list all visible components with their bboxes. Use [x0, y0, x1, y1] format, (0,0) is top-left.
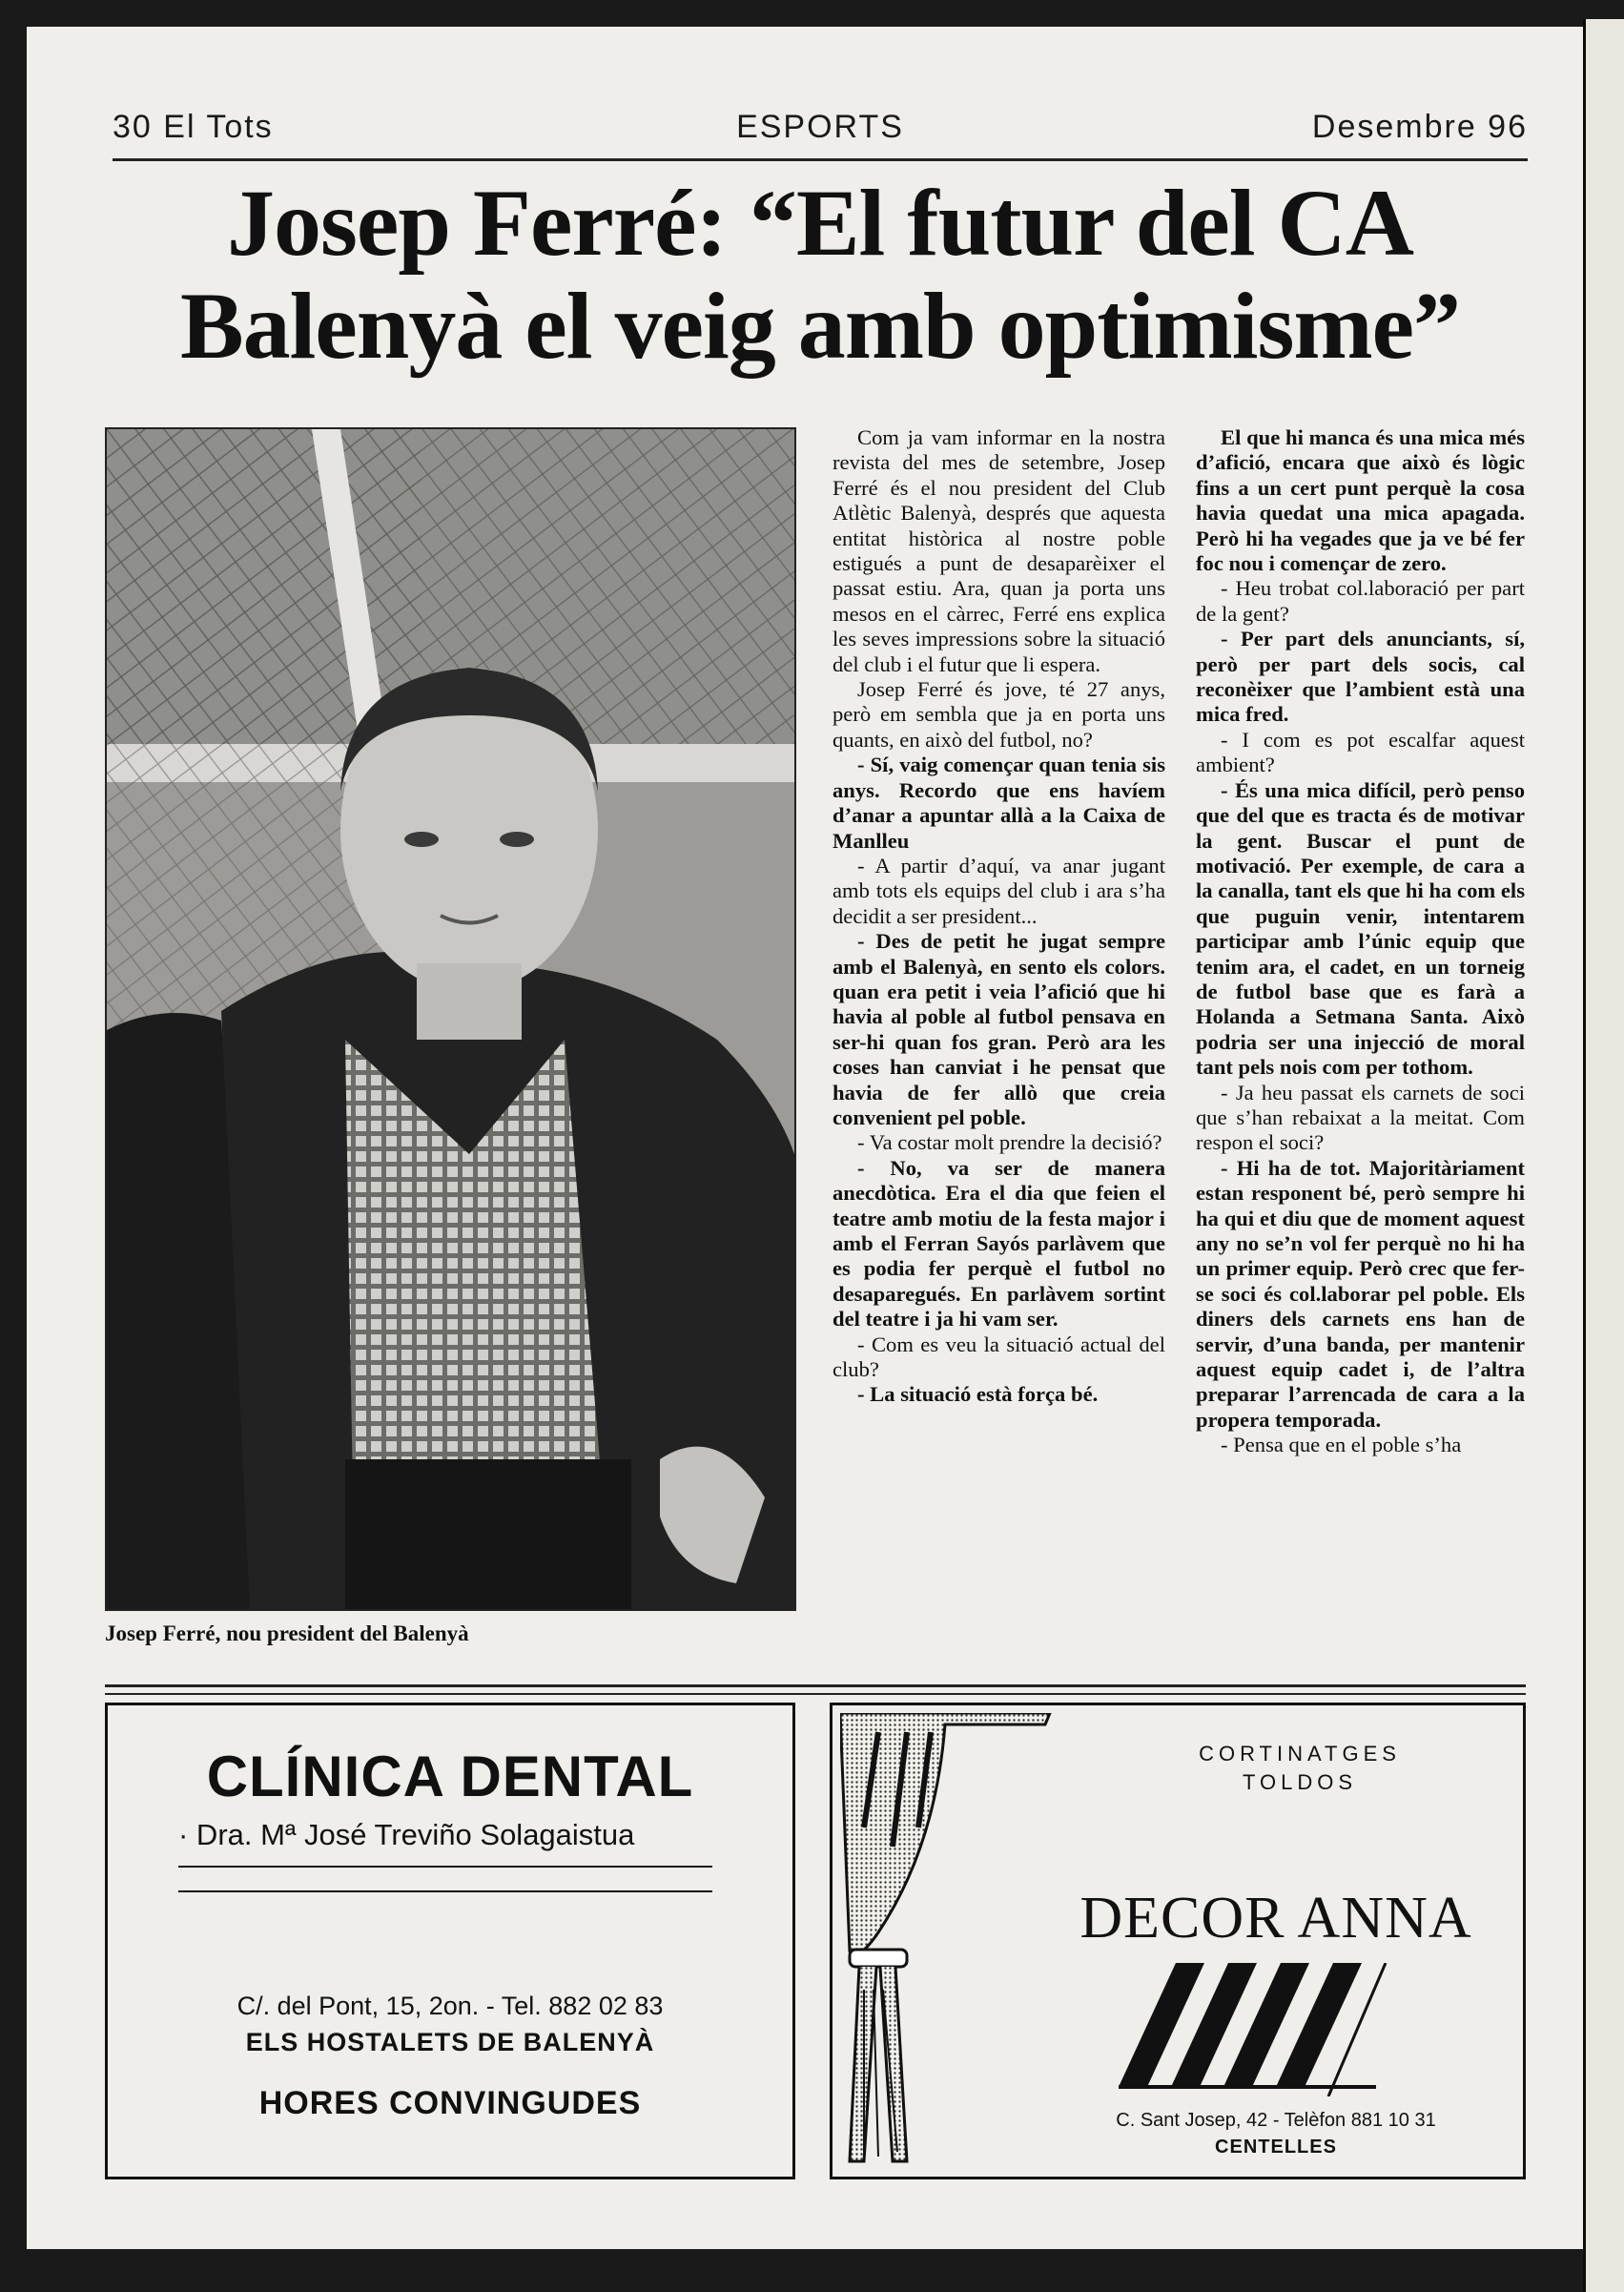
issue-date: Desembre 96: [1311, 109, 1528, 145]
ad-rule-upper: [178, 1866, 712, 1868]
photo-caption: Josep Ferré, nou president del Balenyà: [105, 1621, 469, 1645]
ad-town: CENTELLES: [1215, 2137, 1337, 2158]
article-paragraph: Com ja vam informar en la nostra revista del mes de setembre, Josep Ferré és el nou president del Club Atlètic Balenyà, després que aquesta entitat històrica al nostre poble estigués a punt de desaparèixer el passat estiu. Ara, quan ja porta uns mesos en el càrrec, Ferré ens explica les seves impressions sobre la situació del club i el futur que li espera.: [833, 425, 1165, 676]
headline-line-2: Balenyà el veig amb optimisme”: [179, 273, 1461, 379]
ad-address: C. Sant Josep, 42 - Telèfon 881 10 31: [1116, 2110, 1436, 2131]
article-paragraph: - Des de petit he jugat sempre amb el Balenyà, en sento els colors. quan era petit i veia l’afició que hi havia al poble al futbol pensava en ser-hi quan fos gran. Però ara les coses han canviat i he pensat que havia de fer allò que creia convenient pel poble.: [833, 929, 1165, 1129]
ad-business-name: DECOR ANNA: [1079, 1886, 1472, 1951]
ad-address: C/. del Pont, 15, 2on. - Tel. 882 02 83: [236, 1992, 664, 2020]
ad-title: CLÍNICA DENTAL: [206, 1745, 694, 1808]
ad-rule-lower: [178, 1890, 712, 1892]
article-paragraph: - Va costar molt prendre la decisió?: [857, 1130, 1162, 1155]
headline-line-1: Josep Ferré: “El futur del CA: [227, 170, 1413, 276]
article-paragraph: - Ja heu passat els carnets de soci que s’han rebaixat a la meitat. Com respon el soci?: [1196, 1080, 1525, 1155]
portrait-illustration: [107, 429, 794, 1609]
next-page-edge: [1583, 19, 1624, 2292]
article-paragraph: - És una mica difícil, però penso que del que es tracta és de motivar la gent. Buscar el punt de motivació. Per exemple, de cara a la canalla, tant els que hi ha com els que puguin venir, intentarem participar amb l’únic equip que tenim ara, el cadet, en un torneig de futbol base que es farà a Holanda a Setmana Santa. Això podria ser una injecció de moral tant pels nois com per tothom.: [1196, 777, 1525, 1080]
article-paragraph: - Com es veu la situació actual del club?: [833, 1332, 1165, 1382]
article-column-1: [833, 425, 1165, 1408]
awning-stripes-icon: [1119, 1963, 1395, 2096]
section-name: ESPORTS: [736, 109, 904, 145]
portrait-photo: [105, 427, 796, 1611]
article-paragraph: - Hi ha de tot. Majoritàriament estan responent bé, però sempre hi ha qui et diu que de moment aquest any no se’n vol fer perquè no hi ha un primer equip. Però crec que fer-se soci és col.laborar pel poble. Els diners dels carnets ens han de servir, d’una banda, per mantenir aquest equip cadet i, de l’altra preparar l’arrencada de cara a la propera temporada.: [1196, 1155, 1525, 1432]
ad-service-curtains: CORTINATGES: [1199, 1742, 1401, 1765]
article-paragraph: - Heu trobat col.laboració per part de la gent?: [1196, 576, 1525, 626]
article-paragraph: Josep Ferré és jove, té 27 anys, però em sembla que ja en porta uns quants, en això del futbol, no?: [833, 677, 1165, 752]
ad-services: [1119, 1740, 1481, 1797]
dental-clinic-ad: [105, 1703, 795, 2179]
page-header: [113, 105, 1528, 161]
article-paragraph: - Sí, vaig començar quan tenia sis anys. Recordo que ens havíem d’anar a apuntar allà a la Caixa de Manlleu: [833, 753, 1165, 853]
ad-town: ELS HOSTALETS DE BALENYÀ: [245, 2028, 655, 2056]
article-paragraph: El que hi manca és una mica més d’afició, encara que això és lògic fins a un cert punt perquè la cosa havia quedat una mica apagada. Però hi ha vegades que ja ve bé fer foc nou i començar de zero.: [1196, 425, 1525, 576]
article-paragraph: - I com es pot escalfar aquest ambient?: [1196, 727, 1525, 777]
ad-service-awnings: TOLDOS: [1242, 1770, 1358, 1794]
article-paragraph: - A partir d’aquí, va anar jugant amb tots els equips del club i ara s’ha decidit a ser president...: [833, 853, 1165, 928]
article-headline: [113, 172, 1528, 378]
article-paragraph: - No, va ser de manera anecdòtica. Era el dia que feien el teatre amb motiu de la festa major i amb el Ferran Sayós parlàvem que es podia fer perquè el futbol no desaparegués. En parlàvem sortint del teatre i ja hi vam ser.: [833, 1155, 1165, 1332]
decor-anna-ad: [830, 1703, 1526, 2179]
curtain-icon: [840, 1713, 1059, 2171]
article-paragraph: - Per part dels anunciants, sí, però per part dels socis, cal reconèixer que l’ambient està una mica fred.: [1196, 627, 1525, 727]
article-paragraph: - La situació està força bé.: [857, 1382, 1099, 1407]
section-divider: [105, 1684, 1526, 1695]
ad-doctor-name: · Dra. Mª José Treviño Solagaistua: [178, 1818, 635, 1851]
article-paragraph: - Pensa que en el poble s’ha: [1221, 1433, 1462, 1457]
article-column-2: [1196, 425, 1525, 1458]
ad-hours: HORES CONVINGUDES: [258, 2085, 642, 2121]
page-number-and-title: 30 El Tots: [113, 109, 274, 145]
